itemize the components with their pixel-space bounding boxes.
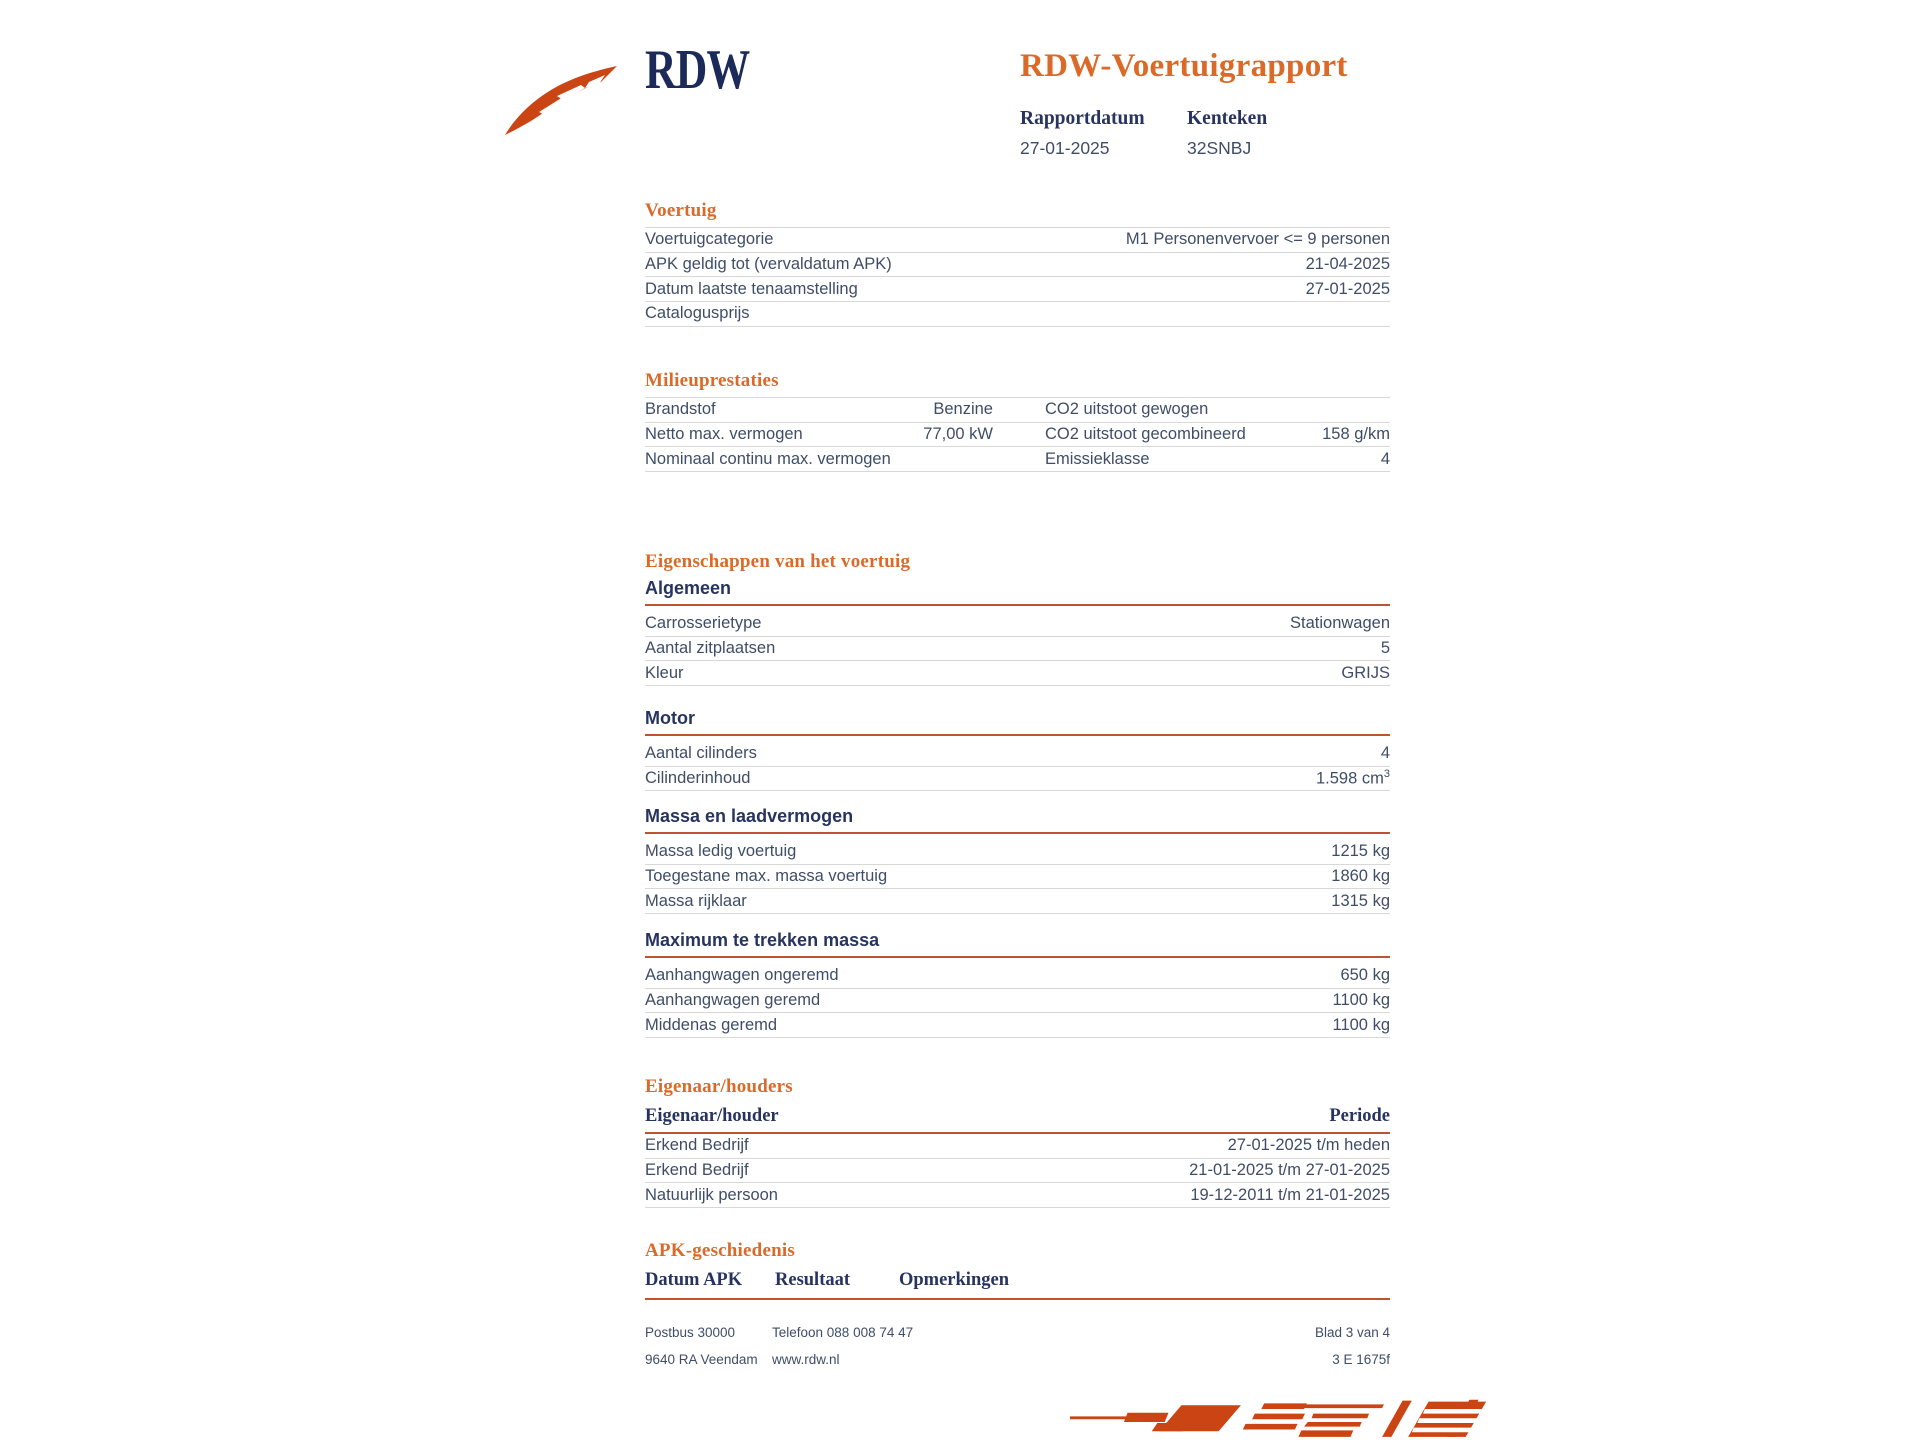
section-apk-geschiedenis xyxy=(645,1240,1390,1300)
row-value: 158 g/km xyxy=(1322,425,1390,444)
row-value: Benzine xyxy=(933,400,993,419)
table-row xyxy=(645,1013,1390,1038)
table-row xyxy=(645,302,1390,327)
rdw-logo-wordmark: RDW xyxy=(645,39,750,101)
row-label: Massa rijklaar xyxy=(645,891,747,910)
owners-table-header xyxy=(645,1106,1390,1134)
footer-phone: Telefoon 088 008 74 47 xyxy=(772,1325,914,1340)
row-value: 1.598 $cm^3$ xyxy=(1316,768,1390,788)
subsection-title: Maximum te trekken massa xyxy=(645,930,1390,958)
row-label: Nominaal continu max. vermogen xyxy=(645,449,891,468)
subsection-title: Algemeen xyxy=(645,578,1390,606)
license-plate-value: 32SNBJ xyxy=(1187,138,1252,158)
column-header-resultaat: Resultaat xyxy=(775,1270,851,1290)
table-row xyxy=(645,889,1390,914)
column-header-owner: Eigenaar/houder xyxy=(645,1106,779,1126)
subsection-algemeen xyxy=(645,578,1390,686)
column-header-opmerkingen: Opmerkingen xyxy=(899,1270,1009,1290)
superscript: 3 xyxy=(1383,768,1390,781)
row-label: Catalogusprijs xyxy=(645,304,750,323)
row-label: Brandstof xyxy=(645,400,716,419)
footer-postbus: Postbus 30000 xyxy=(645,1325,736,1340)
row-label: Massa ledig voertuig xyxy=(645,842,797,861)
row-label: Aantal zitplaatsen xyxy=(645,639,776,658)
row-label: CO2 uitstoot gewogen xyxy=(1045,400,1209,419)
report-body xyxy=(645,0,1390,1440)
row-value: 1215 kg xyxy=(1331,842,1390,861)
table-row xyxy=(645,423,1390,448)
row-value: Stationwagen xyxy=(1290,614,1390,633)
row-value: 1100 kg xyxy=(1332,991,1390,1010)
section-eigenaar-houders xyxy=(645,1076,1390,1208)
footer-page-indicator: Blad 3 van 4 xyxy=(1314,1325,1390,1340)
period-cell: 19-12-2011 t/m 21-01-2025 xyxy=(1190,1185,1390,1204)
row-label: Carrosserietype xyxy=(645,614,762,633)
period-cell: 21-01-2025 t/m 27-01-2025 xyxy=(1189,1161,1390,1180)
apk-table-header xyxy=(645,1270,1390,1300)
owner-cell: Erkend Bedrijf xyxy=(645,1136,749,1155)
row-value: 1100 kg xyxy=(1332,1015,1390,1034)
footer-document-code: 3 E 1675f xyxy=(1332,1352,1390,1367)
section-title: Eigenschappen van het voertuig xyxy=(645,551,911,572)
row-value: 650 kg xyxy=(1340,966,1390,985)
table-row xyxy=(645,742,1390,767)
table-row xyxy=(645,767,1390,792)
table-row xyxy=(645,447,1390,472)
report-date-label: Rapportdatum xyxy=(1020,108,1145,129)
section-title: Milieuprestaties xyxy=(645,370,779,391)
table-row xyxy=(645,228,1390,253)
row-value: 21-04-2025 xyxy=(1305,255,1390,274)
row-value: 77,00 kW xyxy=(923,425,993,444)
footer-city: 9640 RA Veendam xyxy=(645,1352,758,1367)
row-label: Toegestane max. massa voertuig xyxy=(645,867,888,886)
row-value: 1860 kg xyxy=(1331,867,1390,886)
table-row xyxy=(645,865,1390,890)
row-label: Kleur xyxy=(645,663,684,682)
row-label: Aanhangwagen geremd xyxy=(645,991,821,1010)
table-row xyxy=(645,661,1390,686)
subsection-title: Motor xyxy=(645,708,1390,736)
row-label: CO2 uitstoot gecombineerd xyxy=(1045,425,1246,444)
subsection-title: Massa en laadvermogen xyxy=(645,806,1390,834)
table-row xyxy=(645,398,1390,423)
license-plate-label: Kenteken xyxy=(1187,108,1268,129)
row-value: 5 xyxy=(1380,639,1390,658)
row-value: M1 Personenvervoer <= 9 personen xyxy=(1125,230,1390,249)
period-cell: 27-01-2025 t/m heden xyxy=(1227,1136,1390,1155)
row-value: 27-01-2025 xyxy=(1305,279,1390,298)
table-row xyxy=(645,840,1390,865)
row-label: Netto max. vermogen xyxy=(645,425,803,444)
table-row xyxy=(645,1183,1390,1208)
footer-website: www.rdw.nl xyxy=(772,1352,840,1367)
row-label: Emissieklasse xyxy=(1045,449,1150,468)
table-row xyxy=(645,989,1390,1014)
row-value: 4 xyxy=(1380,744,1390,763)
section-title: Eigenaar/houders xyxy=(645,1076,793,1097)
row-label: Cilinderinhoud xyxy=(645,769,751,788)
column-header-datum-apk: Datum APK xyxy=(645,1270,743,1290)
table-row xyxy=(645,1134,1390,1159)
section-milieuprestaties xyxy=(645,370,1390,472)
row-label: Aanhangwagen ongeremd xyxy=(645,966,839,985)
rdw-stripe-graphic-icon xyxy=(1070,1396,1488,1440)
subsection-motor xyxy=(645,708,1390,791)
section-title: Voertuig xyxy=(645,200,717,221)
row-label: APK geldig tot (vervaldatum APK) xyxy=(645,255,892,274)
table-row xyxy=(645,1159,1390,1184)
table-row xyxy=(645,612,1390,637)
subsection-maximum-trekken-massa xyxy=(645,930,1390,1038)
table-row xyxy=(645,277,1390,302)
row-label: Voertuigcategorie xyxy=(645,230,774,249)
row-label: Middenas geremd xyxy=(645,1015,778,1034)
rdw-logo-icon xyxy=(505,60,620,135)
section-title: APK-geschiedenis xyxy=(645,1240,795,1261)
row-value: 4 xyxy=(1380,449,1390,468)
report-date-value: 27-01-2025 xyxy=(1020,138,1110,158)
section-voertuig xyxy=(645,200,1390,327)
row-value: GRIJS xyxy=(1341,663,1390,682)
table-row xyxy=(645,637,1390,662)
column-header-period: Periode xyxy=(1329,1106,1390,1126)
table-row xyxy=(645,964,1390,989)
row-label: Aantal cilinders xyxy=(645,744,757,763)
table-row xyxy=(645,253,1390,278)
owner-cell: Erkend Bedrijf xyxy=(645,1161,749,1180)
page-footer xyxy=(645,1325,1390,1385)
subsection-massa-laadvermogen xyxy=(645,806,1390,914)
row-value: 1315 kg xyxy=(1331,891,1390,910)
section-eigenschappen-title xyxy=(645,551,1390,573)
owner-cell: Natuurlijk persoon xyxy=(645,1185,778,1204)
page-title: RDW-Voertuigrapport xyxy=(1020,48,1348,84)
row-label: Datum laatste tenaamstelling xyxy=(645,279,858,298)
